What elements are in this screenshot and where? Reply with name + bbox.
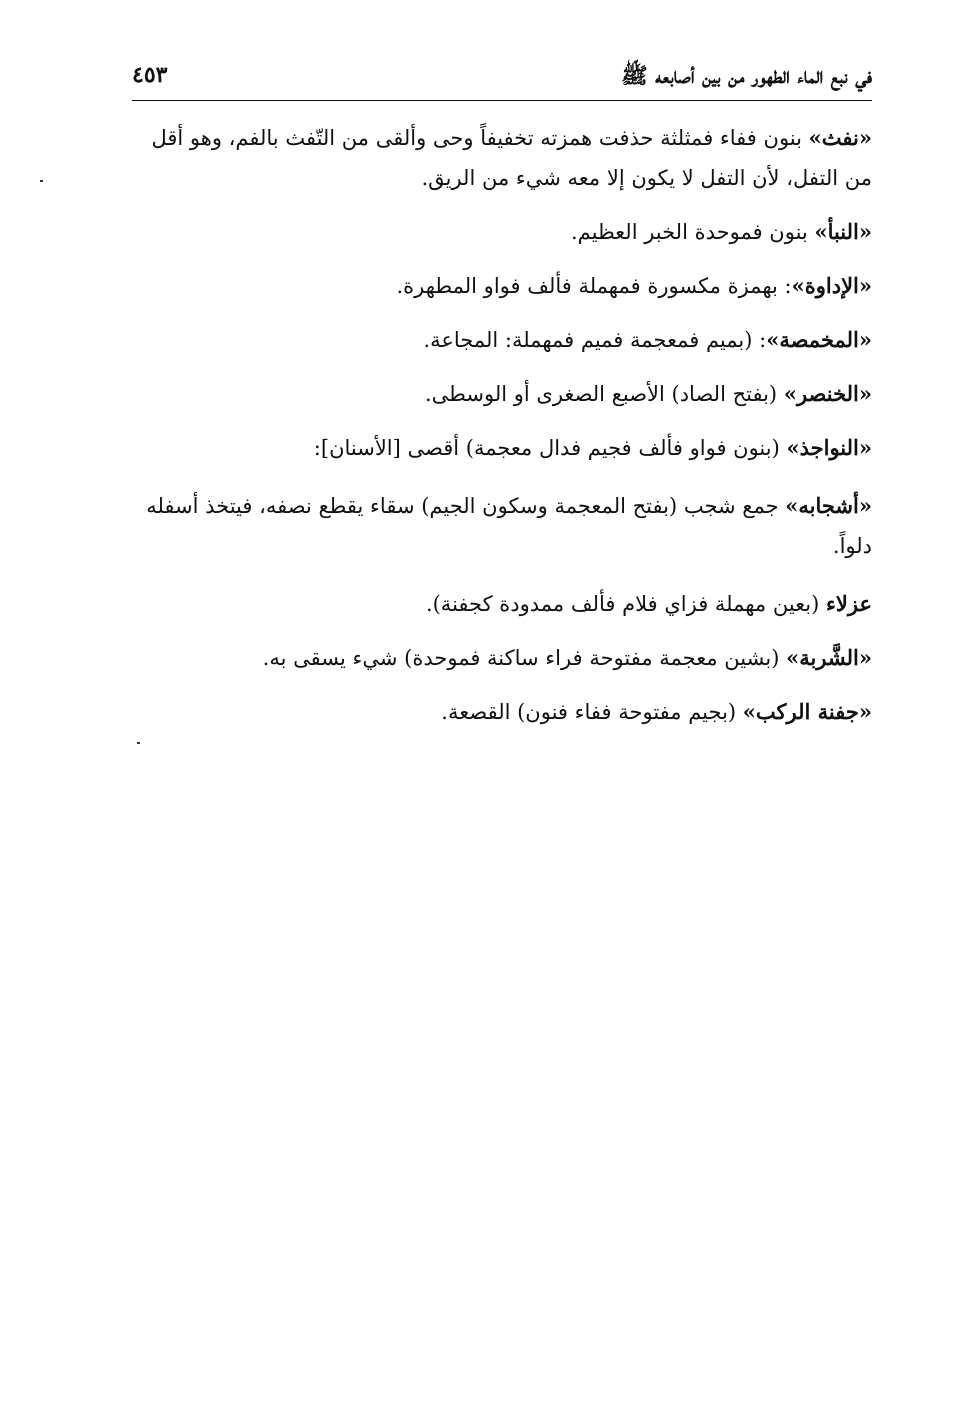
entry-definition: (بفتح الصاد) الأصبع الصغرى أو الوسطى. [425,382,784,406]
entry-term: عزلاء [826,591,872,616]
scan-speck [40,180,43,182]
scan-speck [137,742,140,744]
entry-term: «النواجذ» [786,435,872,460]
header-title: في نبع الماء الطهور من بين أصابعه ﷺ [621,63,872,89]
entry-definition: بنون فموحدة الخبر العظيم. [570,220,815,244]
entry-term: «الإداوة» [791,273,872,298]
glossary-entry [132,692,872,732]
glossary-entry [132,638,872,678]
glossary-entry [132,118,872,198]
page-number: ٤٥٣ [132,62,168,88]
entry-definition: (بنون فواو فألف فجيم فدال معجمة) أقصى [الأسنان]: [313,436,787,460]
entry-term: «المخمصة» [766,327,872,352]
glossary-entry [132,428,872,468]
entry-term: «جفنة الركب» [742,699,872,724]
entry-definition: بنون ففاء فمثلثة حذفت همزته تخفيفاً وحى وألقى من التّفث بالفم، وهو أقل من التفل، لأن التفل لا يكون إلا معه شيء من الريق. [151,126,872,190]
entry-term: «الخنصر» [783,381,872,406]
glossary-entry [132,584,872,624]
entry-term: «نفث» [808,125,872,150]
glossary-entry [132,212,872,252]
entry-definition: (بجيم مفتوحة ففاء فنون) القصعة. [441,700,743,724]
entry-term: «الشَّربة» [786,645,872,670]
glossary-body [132,118,872,746]
glossary-entry [132,486,872,566]
entry-definition: جمع شجب (بفتح المعجمة وسكون الجيم) سقاء يقطع نصفه، فيتخذ أسفله دلواً. [146,494,872,558]
entry-definition: : بهمزة مكسورة فمهملة فألف فواو المطهرة. [396,274,792,298]
entry-definition: : (بميم فمعجمة فميم فمهملة: المجاعة. [423,328,767,352]
entry-definition: (بعين مهملة فزاي فلام فألف ممدودة كجفنة). [425,592,827,616]
running-header [132,58,872,98]
glossary-entry [132,266,872,306]
header-rule [132,100,872,101]
entry-definition: (بشين معجمة مفتوحة فراء ساكنة فموحدة) شيء يسقى به. [262,646,787,670]
glossary-entry [132,320,872,360]
glossary-entry [132,374,872,414]
entry-term: «أشجابه» [785,493,872,518]
entry-term: «النبأ» [814,219,872,244]
